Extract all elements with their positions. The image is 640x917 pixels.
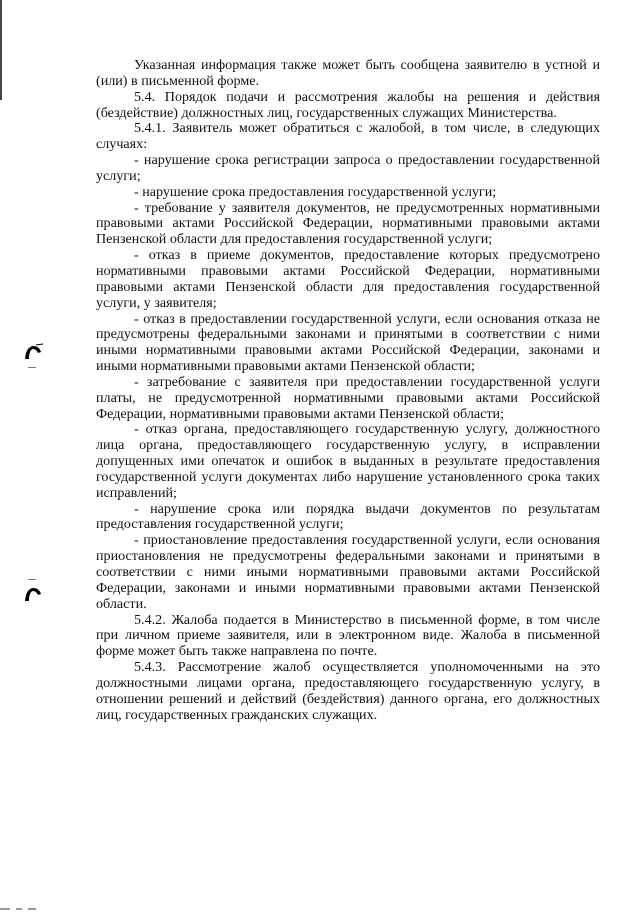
binder-hole-mark-icon [22, 585, 44, 603]
binder-hole-mark-icon [22, 343, 44, 361]
section-5-4-heading: 5.4. Порядок подачи и рассмотрения жалобы на решения и действия (бездействие) должностных лиц, государственных служащих Министерства. [96, 88, 600, 121]
paragraph-intro: Указанная информация также может быть сообщена заявителю в устной и (или) в письменной форме. [96, 57, 600, 89]
scan-tick-mark [28, 579, 36, 580]
list-item: - нарушение срока регистрации запроса о предоставлении государственной услуги; [96, 152, 600, 184]
list-item: - приостановление предоставления государственной услуги, если основания приостановления не предусмотрены федеральными законами и принятыми в соответствии с ними иными нормативными правовыми актами Российской Федерации, законами и иными нормативными правовыми актами Пензенской области. [96, 532, 600, 612]
scan-tick-mark [28, 367, 36, 368]
list-item: - затребование с заявителя при предоставлении государственной услуги платы, не предусмотренной нормативными правовыми актами Российской Федерации, нормативными правовыми актами Пензенской области; [96, 373, 600, 422]
list-item: - нарушение срока или порядка выдачи документов по результатам предоставления государственной услуги; [96, 500, 600, 533]
scan-edge-line [0, 0, 2, 100]
list-item: - нарушение срока предоставления государственной услуги; [134, 183, 497, 200]
list-item: - отказ в предоставлении государственной услуги, если основания отказа не предусмотрены федеральными законами и принятыми в соответствии с ними иными нормативными правовыми актами Российской Федерации, законами и иными нормативными правовыми актами Пензенской области; [96, 310, 600, 375]
list-item: - отказ органа, предоставляющего государственную услугу, должностного лица органа, предоставляющего государственную услугу, в исправлении допущенных ими опечаток и ошибок в выданных в результате предоставления государственной услуги документах либо нарушение установленного срока таких исправлений; [96, 421, 600, 501]
document-body [96, 58, 600, 723]
list-item: - отказ в приеме документов, предоставление которых предусмотрено нормативными правовыми актами Российской Федерации, нормативными правовыми актами Пензенской области для предоставления государственной услуги, у заявителя; [96, 247, 600, 311]
scan-footer-artifact [0, 899, 70, 905]
section-5-4-1: 5.4.1. Заявитель может обратиться с жалобой, в том числе, в следующих случаях: [96, 120, 600, 153]
section-5-4-3: 5.4.3. Рассмотрение жалоб осуществляется уполномоченными на это должностными лицами органа, предоставляющего государственную услугу, в отношении решений и действий (бездействия) данного органа, его должностных лиц, государственных гражданских служащих. [96, 659, 600, 723]
section-5-4-2: 5.4.2. Жалоба подается в Министерство в письменной форме, в том числе при личном приеме заявителя, или в электронном виде. Жалоба в письменной форме может быть также направлена по почте. [96, 611, 600, 660]
list-item: - требование у заявителя документов, не предусмотренных нормативными правовыми актами Российской Федерации, нормативными правовыми актами Пензенской области для предоставления государственной услуги; [96, 199, 600, 248]
